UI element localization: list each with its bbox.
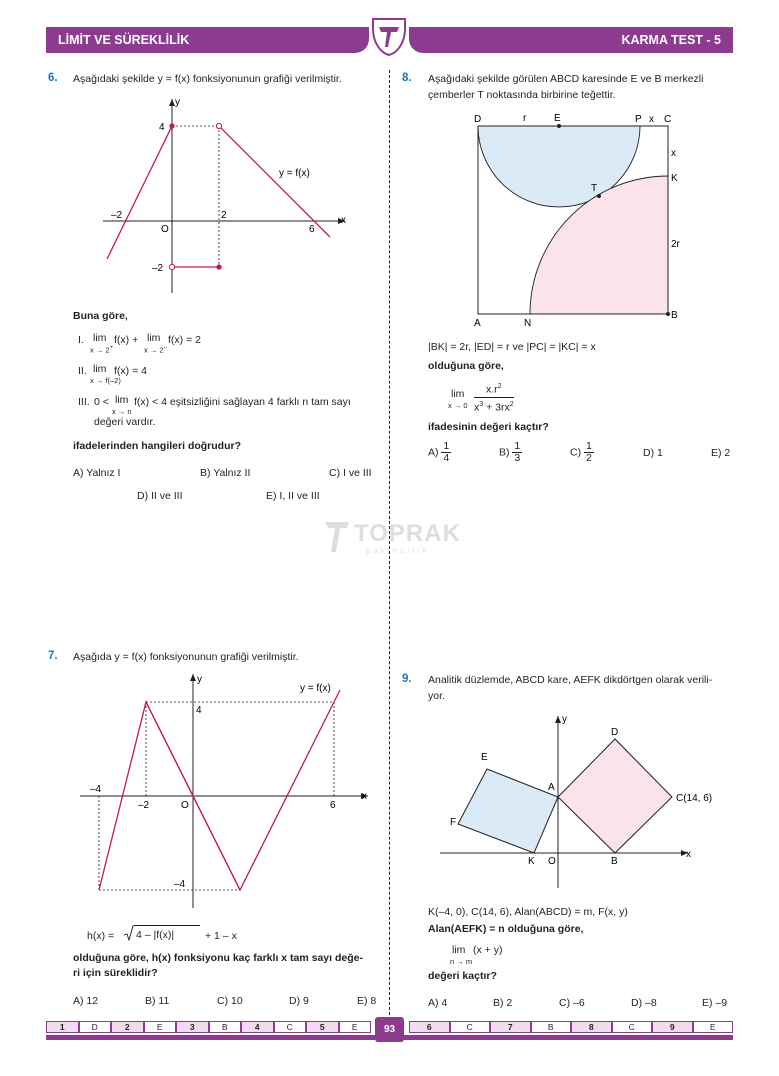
q6-s1-lim1: lim: [93, 332, 107, 344]
q8-option-e[interactable]: E) 2: [711, 447, 731, 459]
q6-s1-sub1: x → 2+: [90, 345, 114, 355]
q6-tick-m2y: –2: [152, 263, 164, 274]
q6-y-axis-label: y: [175, 97, 180, 108]
q8-option-a[interactable]: A) $\frac{1}{4}$: [428, 440, 450, 464]
watermark-brand: TOPRAK: [354, 520, 461, 547]
q7-prompt: Aşağıda y = f(x) fonksiyonunun grafiği verilmiştir.: [73, 651, 299, 663]
q6-prompt: Aşağıdaki şekilde y = f(x) fonksiyonunun grafiği verilmiştir.: [73, 73, 342, 85]
q9-number: 9.: [402, 673, 412, 685]
q6-option-d[interactable]: D) II ve III: [137, 490, 183, 502]
q8-intro: olduğuna göre,: [428, 360, 504, 372]
answer-num: 2: [111, 1021, 144, 1033]
q8-label-p: P: [635, 114, 642, 125]
q6-question: ifadelerinden hangileri doğrudur?: [73, 440, 242, 452]
q9-lim-sub: n → m: [450, 957, 473, 966]
q6-s1-num: I.: [78, 334, 84, 346]
q6-s3-a: 0 <: [94, 396, 109, 408]
q7-tick-m2: –2: [138, 800, 150, 811]
q9-question: değeri kaçtır?: [428, 970, 497, 982]
q7-origin: O: [181, 800, 189, 811]
q9-option-e[interactable]: E) –9: [702, 997, 728, 1009]
watermark: [322, 518, 462, 558]
q6-intro: Buna göre,: [73, 310, 128, 322]
q9-prompt-2: yor.: [428, 690, 445, 702]
q7-question-1: olduğuna göre, h(x) fonksiyonu kaç farklı x tam sayı değe-: [73, 952, 363, 964]
q7-tick-6: 6: [330, 800, 336, 811]
q8-option-b[interactable]: B) $\frac{1}{3}$: [499, 440, 521, 464]
q8-label-e: E: [554, 113, 561, 124]
page-number: 93: [375, 1017, 404, 1042]
q9-y-axis-label: y: [562, 714, 567, 725]
q6-s2-sub: x → f(–2): [90, 376, 121, 385]
answer-letter: E: [339, 1021, 372, 1033]
q6-option-a[interactable]: A) Yalnız I: [73, 467, 121, 479]
q6-s3-num: III.: [78, 396, 90, 408]
q7-hx-root: 4 – |f(x)|: [136, 929, 175, 941]
q8-figure: [468, 108, 688, 333]
q9-prompt-1: Analitik düzlemde, ABCD kare, AEFK dikdörtgen olarak verili-: [428, 674, 713, 686]
q8-label-k: K: [671, 173, 678, 184]
answer-num: 8: [571, 1021, 612, 1033]
q8-number: 8.: [402, 72, 412, 84]
q9-option-a[interactable]: A) 4: [428, 997, 448, 1009]
q9-label-o: O: [548, 856, 556, 867]
q8-question: ifadesinin değeri kaçtır?: [428, 421, 549, 433]
q6-s1-f1: f(x) +: [114, 334, 139, 346]
q8-label-t: T: [591, 183, 598, 194]
q9-label-a: A: [548, 782, 555, 793]
q7-x-axis-label: x: [362, 791, 367, 802]
q8-label-b: B: [671, 310, 678, 321]
q7-graph: [78, 672, 378, 912]
q7-tick-m4x: –4: [90, 784, 102, 795]
q8-label-a: A: [474, 318, 481, 329]
q9-label-b: B: [611, 856, 618, 867]
q6-tick-4: 4: [159, 122, 165, 133]
q6-s3-c: değeri vardır.: [94, 416, 156, 428]
sqrt-icon: [124, 925, 134, 941]
answer-letter: B: [209, 1021, 242, 1033]
q8-given: |BK| = 2r, |ED| = r ve |PC| = |KC| = x: [428, 341, 596, 353]
q7-y-axis-label: y: [197, 674, 202, 685]
q6-fx-label: y = f(x): [279, 168, 310, 179]
q9-lim: lim: [452, 944, 466, 956]
q7-fx-label: y = f(x): [300, 683, 331, 694]
q8-option-c[interactable]: C) $\frac{1}{2}$: [570, 440, 592, 464]
q8-option-d[interactable]: D) 1: [643, 447, 663, 459]
answer-key-left: [46, 1021, 371, 1033]
q9-figure: [438, 710, 718, 890]
q8-lim: lim: [451, 388, 465, 400]
q8-fraction: $x.r^2$ $x^3 + 3rx^2$: [474, 380, 514, 414]
q6-tick-2: 2: [221, 210, 227, 221]
q9-label-d: D: [611, 727, 619, 738]
q9-given: K(–4, 0), C(14, 6), Alan(ABCD) = m, F(x, y): [428, 906, 628, 918]
q8-label-x-top: x: [649, 114, 654, 125]
q9-label-k: K: [528, 856, 535, 867]
answer-letter: B: [531, 1021, 572, 1033]
answer-num: 5: [306, 1021, 339, 1033]
q8-label-c: C: [664, 114, 672, 125]
answer-letter: C: [450, 1021, 491, 1033]
q6-option-b[interactable]: B) Yalnız II: [200, 467, 251, 479]
q9-label-c: C(14, 6): [676, 793, 713, 804]
q9-option-d[interactable]: D) –8: [631, 997, 657, 1009]
q8-label-d: D: [474, 114, 482, 125]
q8-label-n: N: [524, 318, 532, 329]
q6-s2-lim: lim: [93, 363, 107, 375]
q7-question-2: ri için süreklidir?: [73, 967, 158, 979]
q6-s1-f2: f(x) = 2: [168, 334, 201, 346]
answer-letter: C: [612, 1021, 653, 1033]
q8-prompt-2: çemberler T noktasında birbirine teğettir.: [428, 89, 616, 101]
q9-lim-expr: (x + y): [473, 944, 503, 956]
q7-option-e[interactable]: E) 8: [357, 995, 377, 1007]
section-title: LİMİT VE SÜREKLİLİK: [46, 27, 369, 53]
answer-letter: E: [693, 1021, 734, 1033]
q7-option-b[interactable]: B) 11: [145, 995, 170, 1007]
q9-label-f: F: [450, 817, 457, 828]
q6-s2-f: f(x) = 4: [114, 365, 147, 377]
watermark-sub: yayıncılık: [366, 546, 430, 555]
q6-s2-num: II.: [78, 365, 87, 377]
q7-number: 7.: [48, 650, 58, 662]
publisher-logo-icon: [369, 17, 409, 57]
test-title: KARMA TEST - 5: [409, 27, 733, 53]
q8-lim-sub: x → 0: [448, 401, 468, 410]
q6-option-e[interactable]: E) I, II ve III: [266, 490, 320, 502]
q8-label-x-right: x: [671, 148, 676, 159]
answer-letter: C: [274, 1021, 307, 1033]
q9-label-e: E: [481, 752, 488, 763]
q6-option-c[interactable]: C) I ve III: [329, 467, 372, 479]
watermark-logo-icon: [322, 518, 352, 558]
q6-x-axis-label: x: [341, 215, 346, 226]
q9-x-axis-label: x: [686, 849, 691, 860]
q6-s3-sub: x → n: [112, 407, 132, 416]
q6-tick-6: 6: [309, 224, 315, 235]
q9-option-b[interactable]: B) 2: [493, 997, 513, 1009]
q6-graph: [95, 95, 355, 295]
q7-hx-b: + 1 – x: [205, 930, 237, 942]
q6-number: 6.: [48, 72, 58, 84]
q7-option-c[interactable]: C) 10: [217, 995, 243, 1007]
q6-s1-lim2: lim: [147, 332, 161, 344]
answer-key-right: [409, 1021, 733, 1033]
q6-s3-lim: lim: [115, 394, 129, 406]
q8-label-2r: 2r: [671, 239, 680, 250]
answer-num: 6: [409, 1021, 450, 1033]
q8-label-r: r: [523, 113, 527, 124]
q7-tick-m4y: –4: [174, 879, 186, 890]
answer-num: 7: [490, 1021, 531, 1033]
answer-num: 1: [46, 1021, 79, 1033]
answer-letter: E: [144, 1021, 177, 1033]
q9-option-c[interactable]: C) –6: [559, 997, 585, 1009]
q6-tick-m2x: –2: [111, 210, 123, 221]
q6-s3-b: f(x) < 4 eşitsizliğini sağlayan 4 farklı n tam sayı: [134, 396, 351, 408]
answer-num: 4: [241, 1021, 274, 1033]
answer-letter: D: [79, 1021, 112, 1033]
q8-prompt-1: Aşağıdaki şekilde görülen ABCD karesinde E ve B merkezli: [428, 73, 704, 85]
q7-root: [124, 925, 202, 941]
q6-s1-sub2: x → 2–: [144, 345, 167, 355]
q9-condition: Alan(AEFK) = n olduğuna göre,: [428, 923, 584, 935]
q6-origin: O: [161, 224, 169, 235]
answer-num: 3: [176, 1021, 209, 1033]
q7-hx-a: h(x) =: [87, 930, 115, 942]
q7-option-a[interactable]: A) 12: [73, 995, 99, 1007]
q7-tick-4: 4: [196, 705, 202, 716]
answer-num: 9: [652, 1021, 693, 1033]
q7-option-d[interactable]: D) 9: [289, 995, 309, 1007]
